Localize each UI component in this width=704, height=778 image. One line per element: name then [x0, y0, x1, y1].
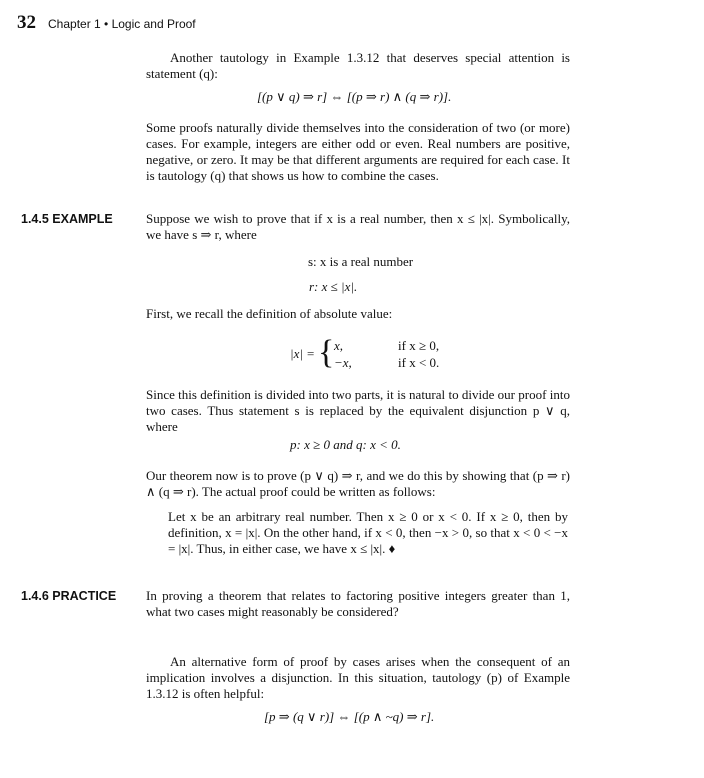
practice-text: In proving a theorem that relates to factoring positive integers greater than 1, what two cases might reasonably be considered?	[146, 588, 570, 619]
case-2-condition: if x < 0.	[398, 355, 440, 370]
tautology-q-formula: [(p ∨ q) ⇒ r] ⇔ [(p ⇒ r) ∧ (q ⇒ r)].	[257, 89, 452, 104]
closing-paragraph: An alternative form of proof by cases arises when the consequent of an implication involves a disjunction. In this situation, tautology (p) of Example 1.3.12 is often helpful:	[146, 654, 570, 701]
case-2-expression: −x,	[334, 355, 352, 370]
divide-paragraph: Since this definition is divided into two parts, it is natural to divide our proof into two cases. Thus statement s is replaced by the equivalent disjunction p ∨ q, where	[146, 387, 570, 434]
intro-paragraph: Another tautology in Example 1.3.12 that deserves special attention is statement (q):	[146, 50, 570, 81]
abs-lhs: |x| =	[290, 346, 315, 361]
s-definition: s: x is a real number	[308, 254, 414, 269]
pq-definition: p: x ≥ 0 and q: x < 0.	[290, 437, 401, 452]
tautology-p-formula: [p ⇒ (q ∨ r)] ⇔ [(p ∧ ~q) ⇒ r].	[264, 709, 435, 724]
theorem-paragraph: Our theorem now is to prove (p ∨ q) ⇒ r, and we do this by showing that (p ⇒ r) ∧ (q ⇒ r). The actual proof could be written as follows:	[146, 468, 570, 499]
example-label: 1.4.5 EXAMPLE	[21, 212, 113, 226]
cases-paragraph: Some proofs naturally divide themselves into the consideration of two (or more) cases. For example, integers are either odd or even. Real numbers are positive, negative, or zero. It may be that different arguments are required for each case. It is tautology (q) that shows us how to combine the cases.	[146, 120, 570, 183]
left-brace-symbol: {	[318, 334, 335, 371]
practice-label: 1.4.6 PRACTICE	[21, 589, 117, 603]
absolute-value-definition	[290, 334, 450, 372]
example-text: Suppose we wish to prove that if x is a real number, then x ≤ |x|. Symbolically, we have s ⇒ r, where	[146, 211, 570, 242]
r-definition: r: x ≤ |x|.	[309, 279, 358, 294]
proof-paragraph: Let x be an arbitrary real number. Then x ≥ 0 or x < 0. If x ≥ 0, then by definition, x = |x|. On the other hand, if x < 0, then −x > 0, so that x < 0 < −x = |x|. Thus, in either case, we have x ≤ |x|. ♦	[168, 509, 568, 556]
chapter-title: Chapter 1 • Logic and Proof	[48, 17, 196, 31]
case-1-condition: if x ≥ 0,	[398, 338, 440, 353]
recall-text: First, we recall the definition of absolute value:	[146, 306, 393, 321]
page-number: 32	[17, 12, 36, 33]
case-1-expression: x,	[334, 338, 344, 353]
